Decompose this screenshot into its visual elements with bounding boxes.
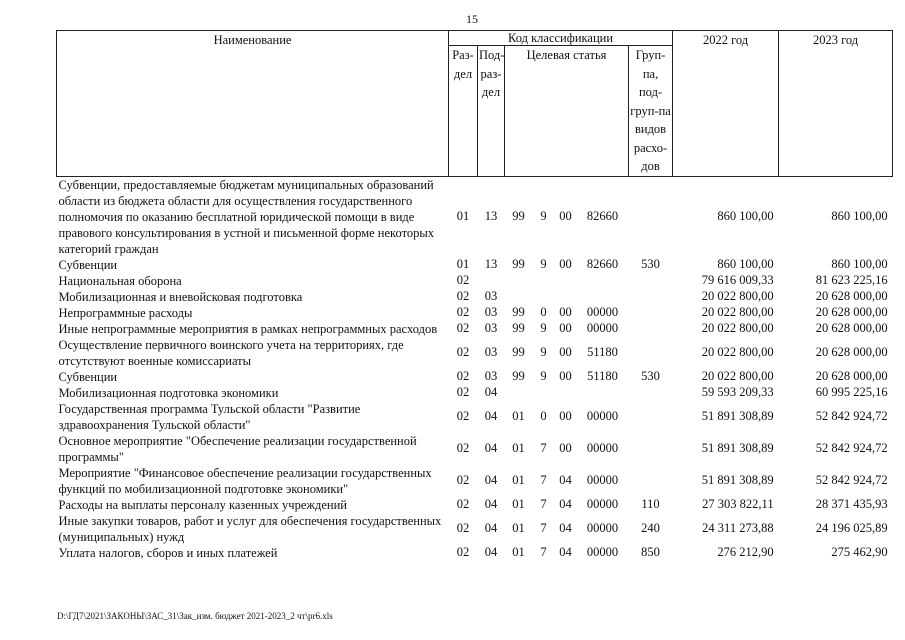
cell-podrazdel: 04 [484, 408, 498, 423]
cell-vid-raskhodov [629, 385, 673, 401]
cell-tselevaya-subprogram: 9 [540, 368, 547, 383]
cell-name: Субвенции [58, 369, 118, 384]
cell-name: Мобилизационная и вневойсковая подготовка [58, 289, 303, 304]
cell-tselevaya-subprogram: 7 [540, 520, 547, 535]
cell-razdel: 02 [456, 344, 470, 359]
cell-tselevaya-subprogram: 9 [540, 256, 547, 271]
cell-razdel: 02 [456, 288, 470, 303]
cell-name: Непрограммные расходы [58, 305, 193, 320]
table-row [57, 465, 893, 497]
cell-tselevaya-subprogram: 0 [540, 408, 547, 423]
cell-podrazdel: 03 [484, 344, 498, 359]
cell-podrazdel: 03 [484, 288, 498, 303]
cell-tselevaya-direction: 00000 [586, 440, 619, 455]
cell-amount-2022: 24 311 273,88 [702, 520, 774, 535]
cell-name: Мобилизационная подготовка экономики [58, 385, 279, 400]
cell-tselevaya-program: 01 [512, 496, 525, 511]
cell-tselevaya-subprogram: 7 [540, 472, 547, 487]
budget-table-body [57, 176, 893, 561]
cell-tselevaya-program [505, 273, 533, 289]
table-row [57, 321, 893, 337]
cell-name: Уплата налогов, сборов и иных платежей [58, 545, 278, 560]
cell-podrazdel: 13 [484, 256, 498, 271]
cell-amount-2022: 20 022 800,00 [701, 368, 774, 383]
table-row [57, 401, 893, 433]
table-row [57, 257, 893, 273]
cell-tselevaya-subprogram: 7 [540, 544, 547, 559]
cell-amount-2022: 51 891 308,89 [701, 440, 774, 455]
cell-tselevaya-event [555, 385, 577, 401]
cell-tselevaya-program: 01 [512, 544, 525, 559]
cell-name: Основное мероприятие "Обеспечение реализации государственной программы" [58, 433, 417, 464]
cell-vid-raskhodov [629, 401, 673, 433]
cell-vid-raskhodov [629, 289, 673, 305]
cell-tselevaya-event: 00 [559, 344, 572, 359]
cell-name: Государственная программа Тульской области "Развитие здравоохранения Тульской области" [58, 401, 361, 432]
cell-amount-2023: 81 623 225,16 [815, 272, 888, 287]
cell-vid-raskhodov [629, 176, 673, 257]
header-code-group: Код классификации [449, 31, 673, 46]
cell-tselevaya-event: 04 [559, 544, 572, 559]
cell-tselevaya-event: 00 [559, 408, 572, 423]
cell-name: Национальная оборона [58, 273, 182, 288]
cell-tselevaya-program: 99 [512, 208, 525, 223]
cell-tselevaya-subprogram [533, 385, 555, 401]
cell-amount-2023: 20 628 000,00 [815, 344, 888, 359]
cell-tselevaya-subprogram: 7 [540, 496, 547, 511]
cell-podrazdel [478, 273, 505, 289]
cell-amount-2023: 28 371 435,93 [815, 496, 888, 511]
cell-tselevaya-direction [577, 289, 629, 305]
cell-tselevaya-direction: 51180 [587, 344, 618, 359]
cell-name: Осуществление первичного воинского учета на территориях, где отсутствуют военные комиссариаты [58, 337, 404, 368]
cell-amount-2023: 20 628 000,00 [815, 288, 888, 303]
cell-razdel: 01 [456, 208, 470, 223]
cell-amount-2023: 52 842 924,72 [815, 440, 888, 455]
cell-amount-2022: 20 022 800,00 [701, 320, 774, 335]
cell-razdel: 01 [456, 256, 470, 271]
cell-podrazdel: 03 [484, 304, 498, 319]
header-razdel: Раз-дел [449, 46, 478, 177]
cell-tselevaya-subprogram [533, 289, 555, 305]
header-podrazdel: Под-раз-дел [478, 46, 505, 177]
cell-tselevaya-program: 99 [512, 256, 525, 271]
cell-tselevaya-program: 99 [512, 304, 525, 319]
table-row [57, 369, 893, 385]
cell-tselevaya-direction: 51180 [587, 368, 618, 383]
cell-razdel: 02 [456, 440, 470, 455]
cell-razdel: 02 [456, 544, 470, 559]
cell-name: Расходы на выплаты персоналу казенных учреждений [58, 497, 347, 512]
cell-amount-2022: 276 212,90 [717, 544, 774, 559]
cell-tselevaya-direction: 00000 [586, 544, 619, 559]
cell-name: Иные закупки товаров, работ и услуг для обеспечения государственных (муниципальных) нужд [58, 513, 442, 544]
table-row [57, 433, 893, 465]
page-number: 15 [466, 12, 478, 26]
cell-tselevaya-event: 04 [559, 472, 572, 487]
cell-tselevaya-subprogram [533, 273, 555, 289]
cell-vid-raskhodov: 240 [641, 520, 660, 535]
table-row [57, 337, 893, 369]
cell-vid-raskhodov [629, 321, 673, 337]
cell-amount-2022: 79 616 009,33 [701, 272, 774, 287]
footer-file-path: D:\ГД7\2021\ЗАКОНЫ\ЗАС_31\Зак_изм. бюджет 2021-2023_2 чт\pr6.xls [57, 611, 333, 621]
cell-tselevaya-program: 99 [512, 320, 525, 335]
header-tselevaya-statya: Целевая статья [505, 46, 629, 177]
cell-tselevaya-event: 00 [559, 440, 572, 455]
cell-amount-2023: 20 628 000,00 [815, 320, 888, 335]
cell-amount-2023: 20 628 000,00 [815, 368, 888, 383]
cell-amount-2023: 860 100,00 [831, 208, 888, 223]
cell-tselevaya-direction: 00000 [586, 408, 619, 423]
cell-tselevaya-program: 01 [512, 408, 525, 423]
cell-podrazdel: 04 [484, 544, 498, 559]
cell-tselevaya-event [555, 289, 577, 305]
cell-amount-2022: 20 022 800,00 [701, 344, 774, 359]
cell-amount-2023: 60 995 225,16 [815, 384, 888, 399]
cell-tselevaya-event: 00 [559, 320, 572, 335]
table-row [57, 289, 893, 305]
cell-podrazdel: 03 [484, 320, 498, 335]
cell-tselevaya-program: 99 [512, 344, 525, 359]
cell-vid-raskhodov: 530 [641, 256, 660, 271]
cell-tselevaya-event [555, 273, 577, 289]
cell-razdel: 02 [456, 384, 470, 399]
cell-name: Иные непрограммные мероприятия в рамках непрограммных расходов [58, 321, 438, 336]
cell-vid-raskhodov: 850 [641, 544, 660, 559]
cell-razdel: 02 [456, 496, 470, 511]
cell-tselevaya-direction: 00000 [586, 520, 619, 535]
cell-tselevaya-subprogram: 9 [540, 208, 547, 223]
table-row [57, 273, 893, 289]
table-row [57, 497, 893, 513]
cell-tselevaya-event: 00 [559, 304, 572, 319]
cell-tselevaya-program: 01 [512, 440, 525, 455]
header-year-2022: 2022 год [673, 31, 779, 177]
cell-tselevaya-direction: 00000 [586, 320, 619, 335]
cell-razdel: 02 [456, 472, 470, 487]
header-year-2023: 2023 год [779, 31, 893, 177]
cell-name: Субвенции [58, 257, 118, 272]
cell-tselevaya-program [505, 385, 533, 401]
table-row [57, 513, 893, 545]
cell-vid-raskhodov: 110 [641, 496, 660, 511]
cell-amount-2023: 52 842 924,72 [815, 472, 888, 487]
header-name: Наименование [57, 31, 449, 177]
cell-amount-2022: 860 100,00 [717, 208, 774, 223]
cell-tselevaya-program: 01 [512, 472, 525, 487]
table-row [57, 176, 893, 257]
cell-amount-2023: 24 196 025,89 [815, 520, 888, 535]
cell-vid-raskhodov [629, 337, 673, 369]
cell-podrazdel: 04 [484, 472, 498, 487]
cell-podrazdel: 13 [484, 208, 498, 223]
cell-vid-raskhodov [629, 465, 673, 497]
cell-vid-raskhodov [629, 433, 673, 465]
cell-amount-2022: 20 022 800,00 [701, 304, 774, 319]
cell-amount-2023: 52 842 924,72 [815, 408, 888, 423]
cell-amount-2022: 20 022 800,00 [701, 288, 774, 303]
cell-razdel: 02 [456, 408, 470, 423]
cell-razdel: 02 [456, 320, 470, 335]
cell-tselevaya-program: 99 [512, 368, 525, 383]
cell-amount-2022: 51 891 308,89 [701, 472, 774, 487]
cell-amount-2023: 860 100,00 [831, 256, 888, 271]
cell-podrazdel: 04 [484, 440, 498, 455]
cell-amount-2022: 51 891 308,89 [701, 408, 774, 423]
cell-tselevaya-subprogram: 7 [540, 440, 547, 455]
table-row [57, 305, 893, 321]
cell-tselevaya-direction [577, 273, 629, 289]
cell-vid-raskhodov [629, 273, 673, 289]
cell-razdel: 02 [456, 272, 470, 287]
cell-amount-2022: 27 303 822,11 [702, 496, 774, 511]
cell-tselevaya-event: 04 [559, 520, 572, 535]
cell-name: Субвенции, предоставляемые бюджетам муниципальных образований области из бюджета области для осуществления государственного полномочия по оказанию бесплатной юридической помощи в виде правового консультирования в устной и письменной форме некоторых категорий граждан [58, 177, 435, 256]
cell-tselevaya-subprogram: 9 [540, 320, 547, 335]
cell-razdel: 02 [456, 304, 470, 319]
cell-tselevaya-direction [577, 385, 629, 401]
cell-tselevaya-direction: 00000 [586, 472, 619, 487]
cell-podrazdel: 03 [484, 368, 498, 383]
cell-podrazdel: 04 [484, 496, 498, 511]
header-gruppa-vidov-raskhodov: Груп-па, под-груп-па видов расхо-дов [629, 46, 673, 177]
table-row [57, 545, 893, 561]
cell-tselevaya-event: 00 [559, 208, 572, 223]
cell-amount-2023: 20 628 000,00 [815, 304, 888, 319]
cell-tselevaya-direction: 82660 [586, 208, 619, 223]
cell-tselevaya-direction: 00000 [586, 496, 619, 511]
cell-amount-2022: 59 593 209,33 [701, 384, 774, 399]
cell-razdel: 02 [456, 368, 470, 383]
cell-amount-2023: 275 462,90 [831, 544, 888, 559]
cell-tselevaya-subprogram: 0 [540, 304, 547, 319]
cell-razdel: 02 [456, 520, 470, 535]
cell-tselevaya-program: 01 [512, 520, 525, 535]
cell-tselevaya-subprogram: 9 [540, 344, 547, 359]
cell-podrazdel: 04 [484, 520, 498, 535]
budget-table [56, 30, 893, 561]
cell-vid-raskhodov [629, 305, 673, 321]
cell-vid-raskhodov: 530 [641, 368, 660, 383]
cell-tselevaya-direction: 00000 [586, 304, 619, 319]
cell-name: Мероприятие "Финансовое обеспечение реализации государственных функций по мобилизационной подготовке экономики" [58, 465, 432, 496]
cell-tselevaya-direction: 82660 [586, 256, 619, 271]
cell-amount-2022: 860 100,00 [717, 256, 774, 271]
cell-tselevaya-event: 00 [559, 256, 572, 271]
cell-tselevaya-program [505, 289, 533, 305]
cell-podrazdel: 04 [484, 384, 498, 399]
cell-tselevaya-event: 04 [559, 496, 572, 511]
table-row [57, 385, 893, 401]
cell-tselevaya-event: 00 [559, 368, 572, 383]
budget-table-container [56, 30, 892, 561]
